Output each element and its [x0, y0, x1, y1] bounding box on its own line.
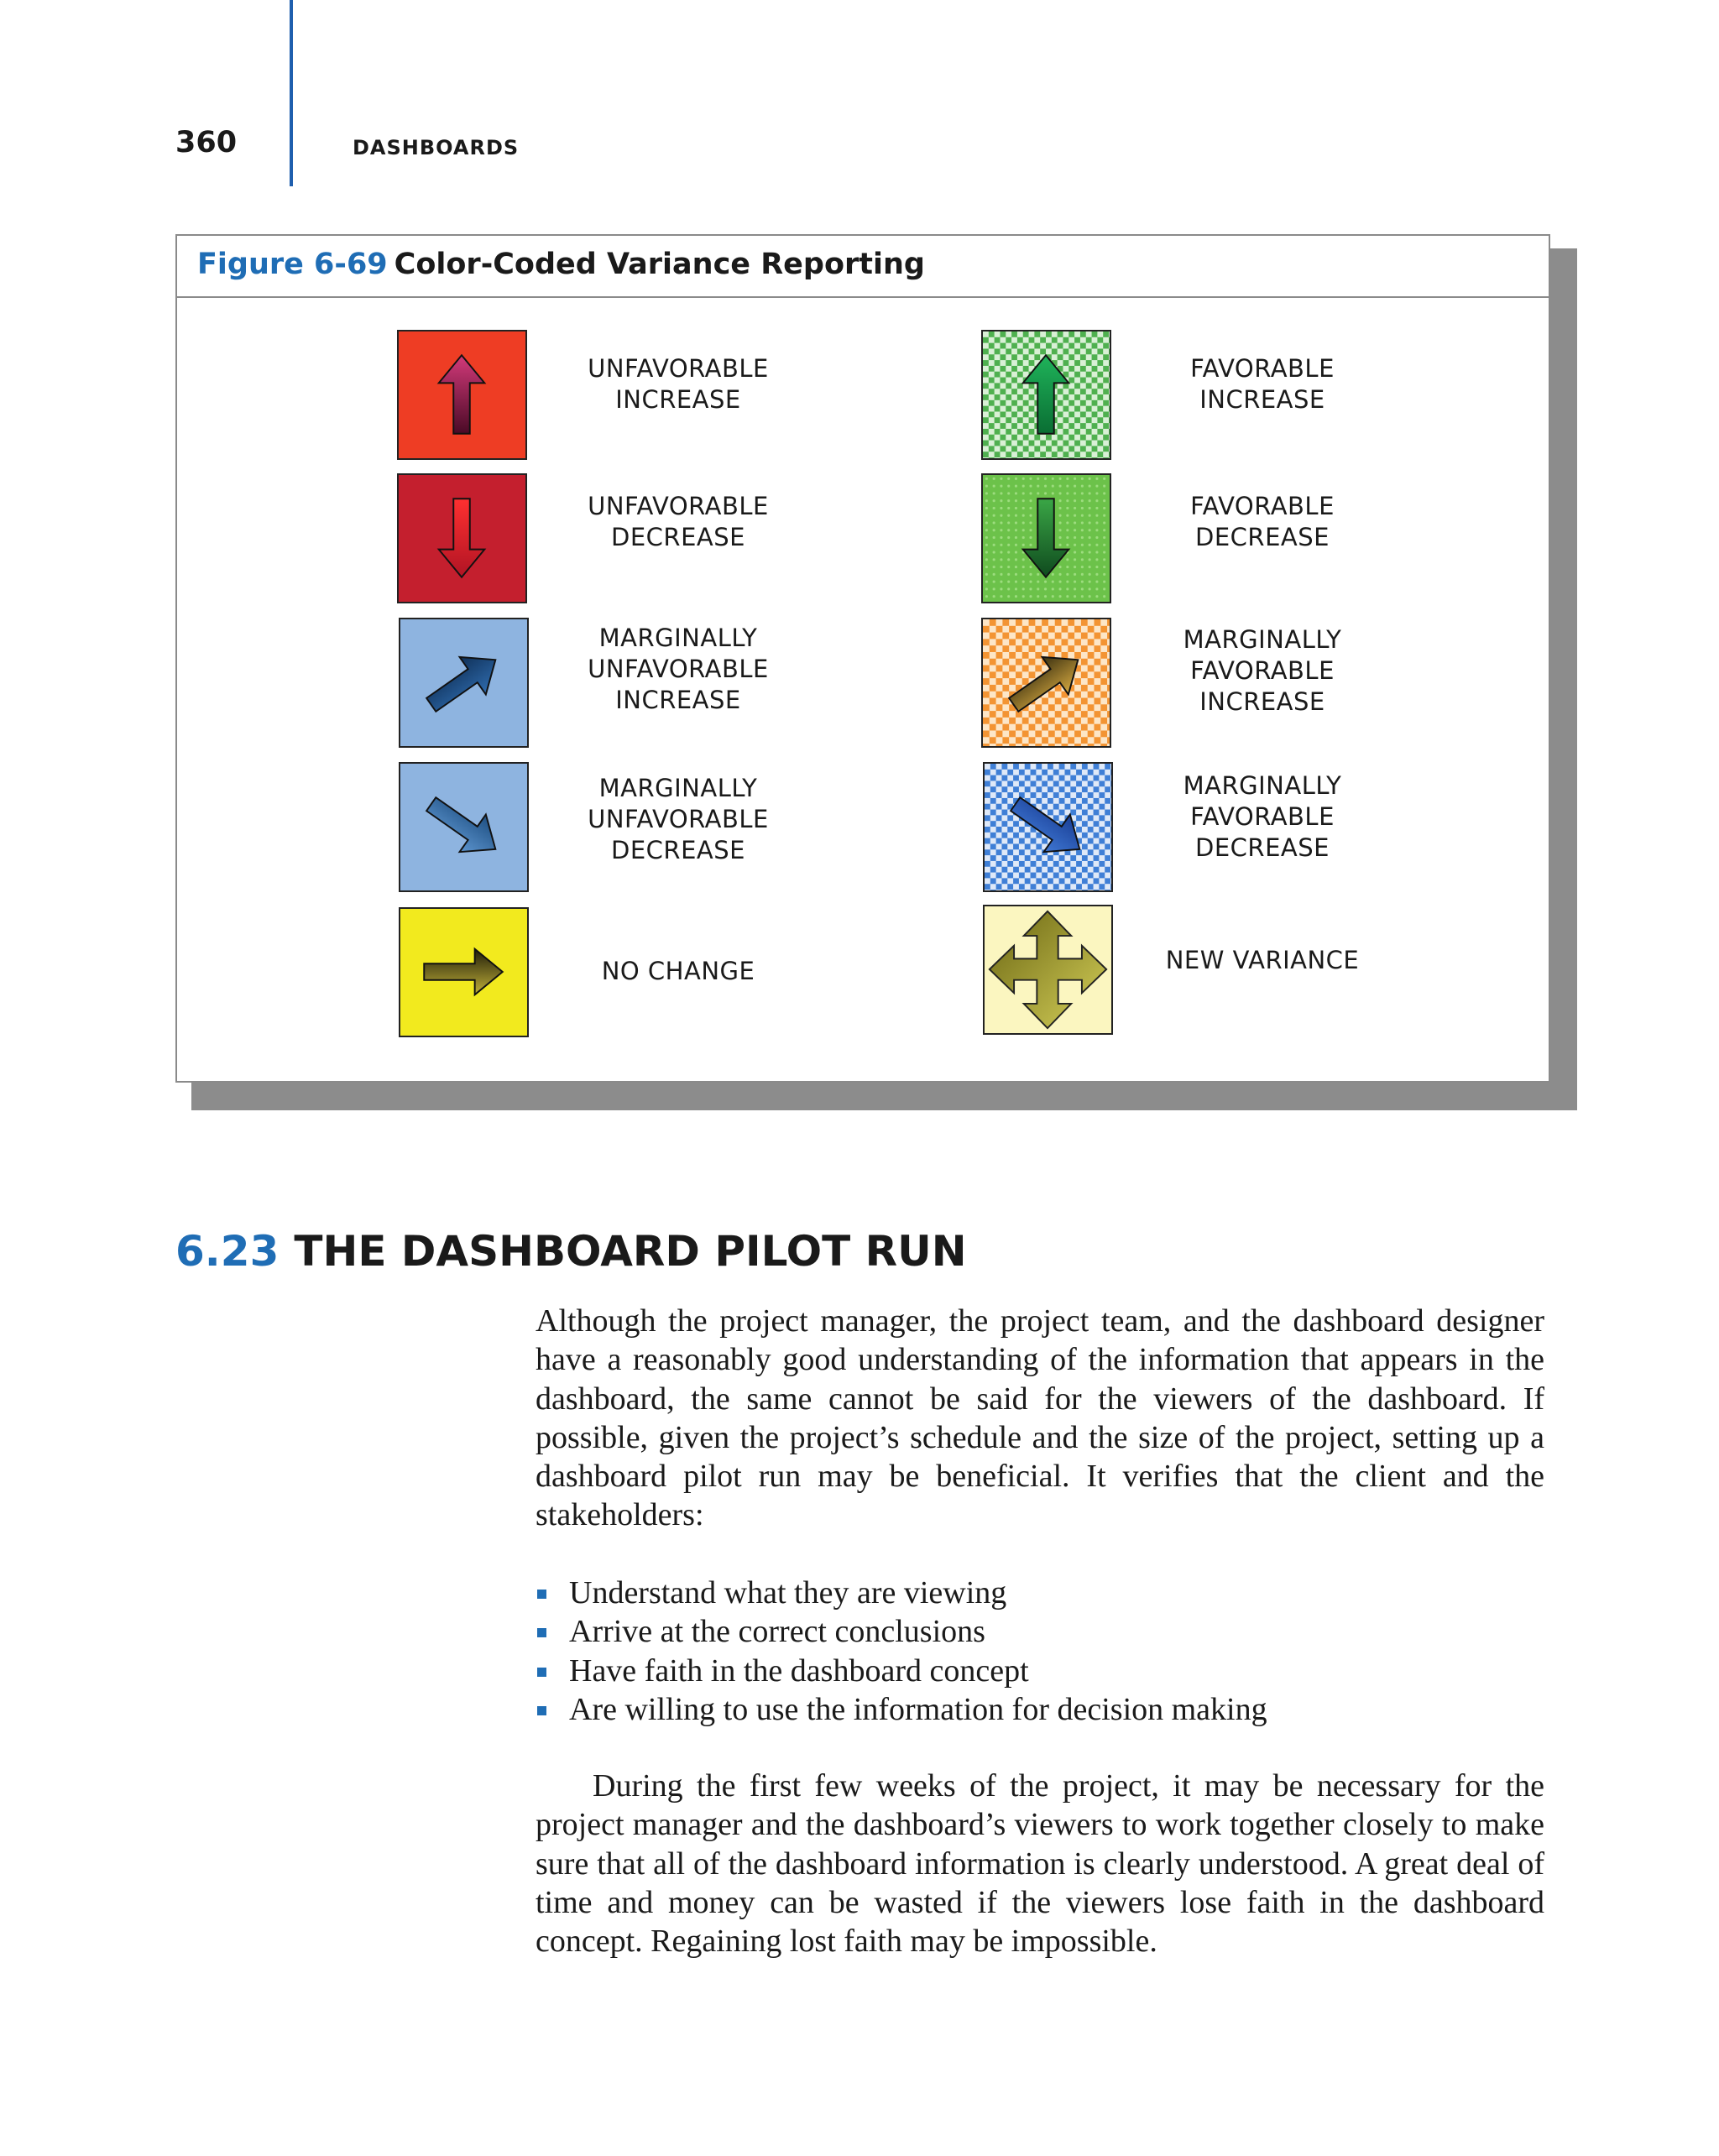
figure-caption-rule: [177, 296, 1549, 298]
no-change-label: [540, 956, 817, 987]
marginally-favorable-increase-label: [1124, 624, 1401, 718]
marginally-favorable-increase-icon: [981, 618, 1111, 748]
marginally-unfavorable-increase-icon: [399, 618, 529, 748]
list-item: [536, 1574, 1544, 1612]
label-line: MARGINALLY: [598, 624, 758, 652]
figure-number: Figure 6-69: [197, 248, 388, 281]
label-line: UNFAVORABLE: [588, 655, 769, 683]
no-change-icon: [399, 907, 529, 1037]
favorable-decrease-icon: [981, 473, 1111, 603]
marginally-unfavorable-decrease-label: [540, 773, 817, 866]
marginally-favorable-decrease-icon: [983, 762, 1113, 892]
section-title: THE DASHBOARD PILOT RUN: [294, 1227, 967, 1276]
running-title: DASHBOARDS: [353, 136, 520, 159]
label-line: UNFAVORABLE: [588, 492, 769, 520]
label-line: DECREASE: [611, 836, 745, 864]
section-number: 6.23: [175, 1227, 280, 1276]
unfavorable-increase-icon: [397, 330, 527, 460]
bullet-square-icon: [537, 1668, 546, 1677]
label-line: MARGINALLY: [598, 774, 758, 802]
label-line: NEW VARIANCE: [1165, 946, 1360, 974]
new-variance-label: [1124, 945, 1401, 976]
label-line: FAVORABLE: [1190, 354, 1335, 383]
marginally-unfavorable-increase-label: [540, 623, 817, 716]
label-line: FAVORABLE: [1190, 492, 1335, 520]
list-item-text: Arrive at the correct conclusions: [569, 1614, 985, 1650]
label-line: MARGINALLY: [1183, 771, 1342, 800]
unfavorable-increase-label: [540, 353, 817, 415]
marginally-unfavorable-decrease-icon: [399, 762, 529, 892]
list-item-text: Are willing to use the information for decision making: [569, 1691, 1267, 1727]
label-line: INCREASE: [1199, 687, 1325, 716]
label-line: UNFAVORABLE: [588, 354, 769, 383]
list-item: [536, 1612, 1544, 1651]
label-line: NO CHANGE: [601, 957, 755, 985]
label-line: INCREASE: [615, 686, 741, 714]
bullet-square-icon: [537, 1706, 546, 1715]
bullet-square-icon: [537, 1628, 546, 1637]
paragraph-intro: Although the project manager, the project team, and the dashboard designer have a reasonably good understanding of the information that appears in the dashboard, the same cannot be said for the viewers of the dashboard. If possible, given the project’s schedule and the size of the project, setting up a dashboard pilot run may be beneficial. It verifies that the client and the stakeholders:: [536, 1303, 1544, 1533]
list-item-text: Understand what they are viewing: [569, 1575, 1007, 1610]
favorable-increase-label: [1124, 353, 1401, 415]
list-item-text: Have faith in the dashboard concept: [569, 1652, 1029, 1689]
label-line: FAVORABLE: [1190, 802, 1335, 831]
section-heading: [175, 1227, 967, 1276]
unfavorable-decrease-label: [540, 491, 817, 553]
unfavorable-decrease-icon: [397, 473, 527, 603]
list-item: [536, 1690, 1544, 1729]
label-line: DECREASE: [1195, 523, 1330, 551]
bullet-list: [536, 1574, 1544, 1729]
label-line: UNFAVORABLE: [588, 805, 769, 833]
header-rule: [290, 0, 293, 186]
new-variance-icon: [983, 905, 1113, 1035]
figure: [175, 234, 1550, 1083]
favorable-decrease-label: [1124, 491, 1401, 553]
label-line: FAVORABLE: [1190, 656, 1335, 685]
label-line: INCREASE: [615, 385, 741, 414]
list-item: [536, 1652, 1544, 1690]
label-line: DECREASE: [1195, 833, 1330, 862]
paragraph-closing: During the first few weeks of the project, it may be necessary for the project manager and the dashboard’s viewers to work together closely to make sure that all of the dashboard information is clearly understood. A great deal of time and money can be wasted if the viewers lose faith in the dashboard concept. Regaining lost faith may be impossible.: [536, 1768, 1544, 1960]
figure-title: Color-Coded Variance Reporting: [394, 248, 925, 281]
bullet-square-icon: [537, 1590, 546, 1599]
marginally-favorable-decrease-label: [1124, 770, 1401, 864]
figure-caption: [197, 248, 925, 281]
label-line: MARGINALLY: [1183, 625, 1342, 654]
page-number: 360: [175, 126, 238, 159]
label-line: INCREASE: [1199, 385, 1325, 414]
label-line: DECREASE: [611, 523, 745, 551]
favorable-increase-icon: [981, 330, 1111, 460]
